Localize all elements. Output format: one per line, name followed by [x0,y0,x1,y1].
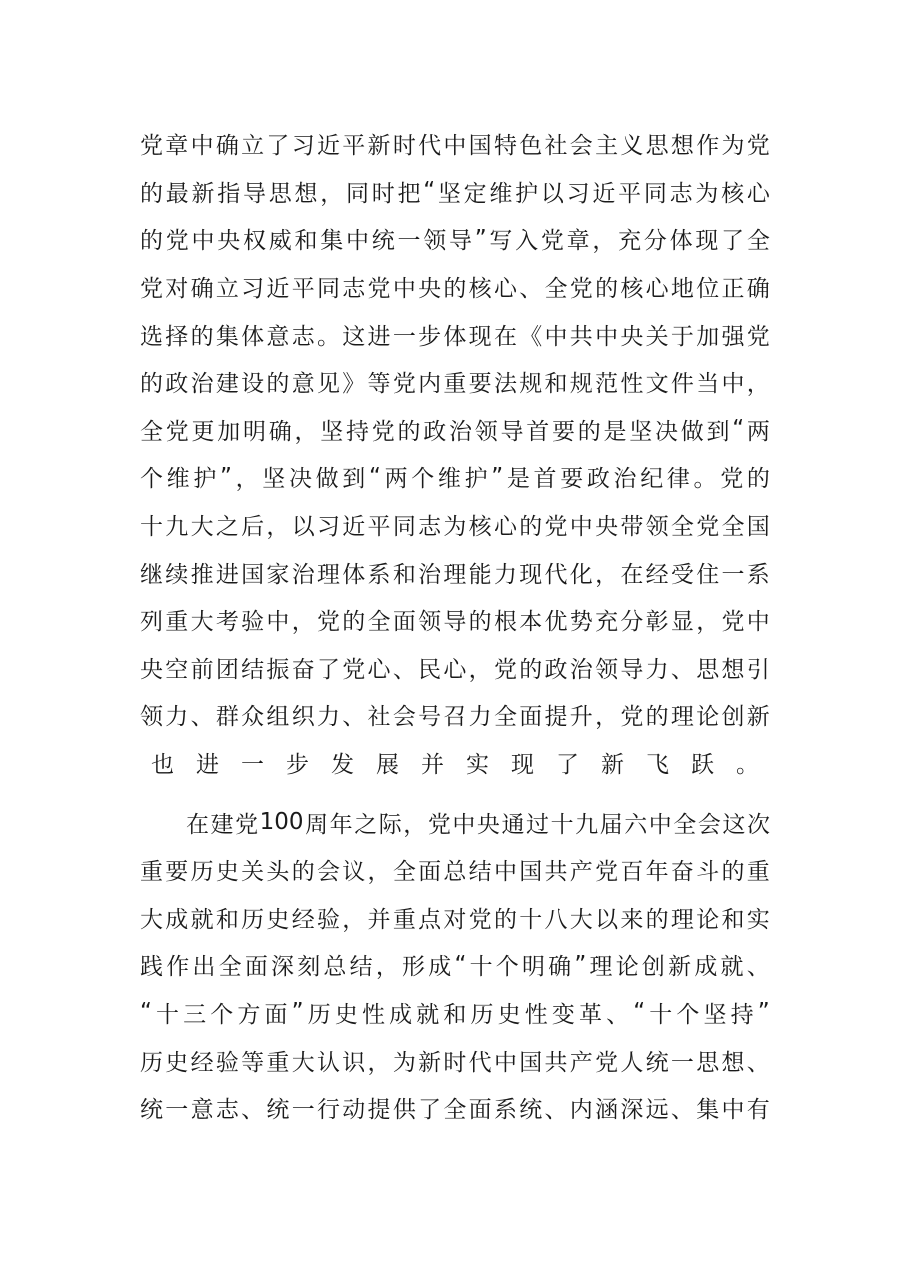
paragraph-1-line-1: 党 章 中 确 立 了 习 近 平 新 时 代 中 国 特 色 社 会 主 义 思 想 作 为 党 [140,133,770,160]
paragraph-1-line-14: 也 进 一 步 发 展 并 实 现 了 新 飞 跃 。 [151,752,759,779]
paragraph-1-line-6: 的 政 治 建 设 的 意 见 》 等 党 内 重 要 法 规 和 规 范 性 文 件 当 中 ， [140,371,770,398]
paragraph-2-line-3: 大 成 就 和 历 史 经 验 ， 并 重 点 对 党 的 十 八 大 以 来 的 理 论 和 实 [140,906,770,933]
paragraph-2-line-7: 统 一 意 志 、 统 一 行 动 提 供 了 全 面 系 统 、 内 涵 深 远 、 集 中 有 [140,1097,770,1124]
paragraph-1-line-7: 全 党 更 加 明 确 ， 坚 持 党 的 政 治 领 导 首 要 的 是 坚 决 做 到 “ 两 [140,416,770,445]
paragraph-1-line-13: 领 力 、 群 众 组 织 力 、 社 会 号 召 力 全 面 提 升 ， 党 的 理 论 创 新 [140,704,770,731]
paragraph-1-line-12: 央 空 前 团 结 振 奋 了 党 心 、 民 心 ， 党 的 政 治 领 导 力 、 思 想 引 [140,656,770,683]
paragraph-1-line-4: 党 对 确 立 习 近 平 同 志 党 中 央 的 核 心 、 全 党 的 核 心 地 位 正 确 [140,276,770,303]
paragraph-1-line-2: 的 最 新 指 导 思 想 ， 同 时 把 “ 坚 定 维 护 以 习 近 平 同 志 为 核 心 [140,178,770,207]
paragraph-2-line-5: “ 十 三 个 方 面 ” 历 史 性 成 就 和 历 史 性 变 革 、 “ 十 个 坚 持 ” [140,999,770,1028]
paragraph-2-line-6: 历 史 经 验 等 重 大 认 识 ， 为 新 时 代 中 国 共 产 党 人 统 一 思 想 、 [140,1049,770,1076]
paragraph-2-line-1: 在 建 党 100 周 年 之 际 ， 党 中 央 通 过 十 九 届 六 中 全 会 这 次 [186,809,770,838]
paragraph-1-line-3: 的 党 中 央 权 威 和 集 中 统 一 领 导 ” 写 入 党 章 ， 充 分 体 现 了 全 [140,225,770,255]
paragraph-1-line-5: 选 择 的 集 体 意 志 。 这 进 一 步 体 现 在 《 中 共 中 央 关 于 加 强 党 [140,323,770,350]
paragraph-1-line-11: 列 重 大 考 验 中 ， 党 的 全 面 领 导 的 根 本 优 势 充 分 彰 显 ， 党 中 [140,609,770,636]
paragraph-1-line-9: 十 九 大 之 后 ， 以 习 近 平 同 志 为 核 心 的 党 中 央 带 领 全 党 全 国 [140,514,770,541]
paragraph-1-line-10: 继 续 推 进 国 家 治 理 体 系 和 治 理 能 力 现 代 化 ， 在 经 受 住 一 系 [140,561,770,588]
document-body [140,120,770,1131]
paragraph-1-line-8: 个 维 护 ” ， 坚 决 做 到 “ 两 个 维 护 ” 是 首 要 政 治 纪 律 。 党 的 [140,463,770,493]
paragraph-2-line-4: 践 作 出 全 面 深 刻 总 结 ， 形 成 “ 十 个 明 确 ” 理 论 创 新 成 就 、 [140,951,770,981]
paragraph-2-line-2: 重 要 历 史 关 头 的 会 议 ， 全 面 总 结 中 国 共 产 党 百 年 奋 斗 的 重 [140,859,770,886]
